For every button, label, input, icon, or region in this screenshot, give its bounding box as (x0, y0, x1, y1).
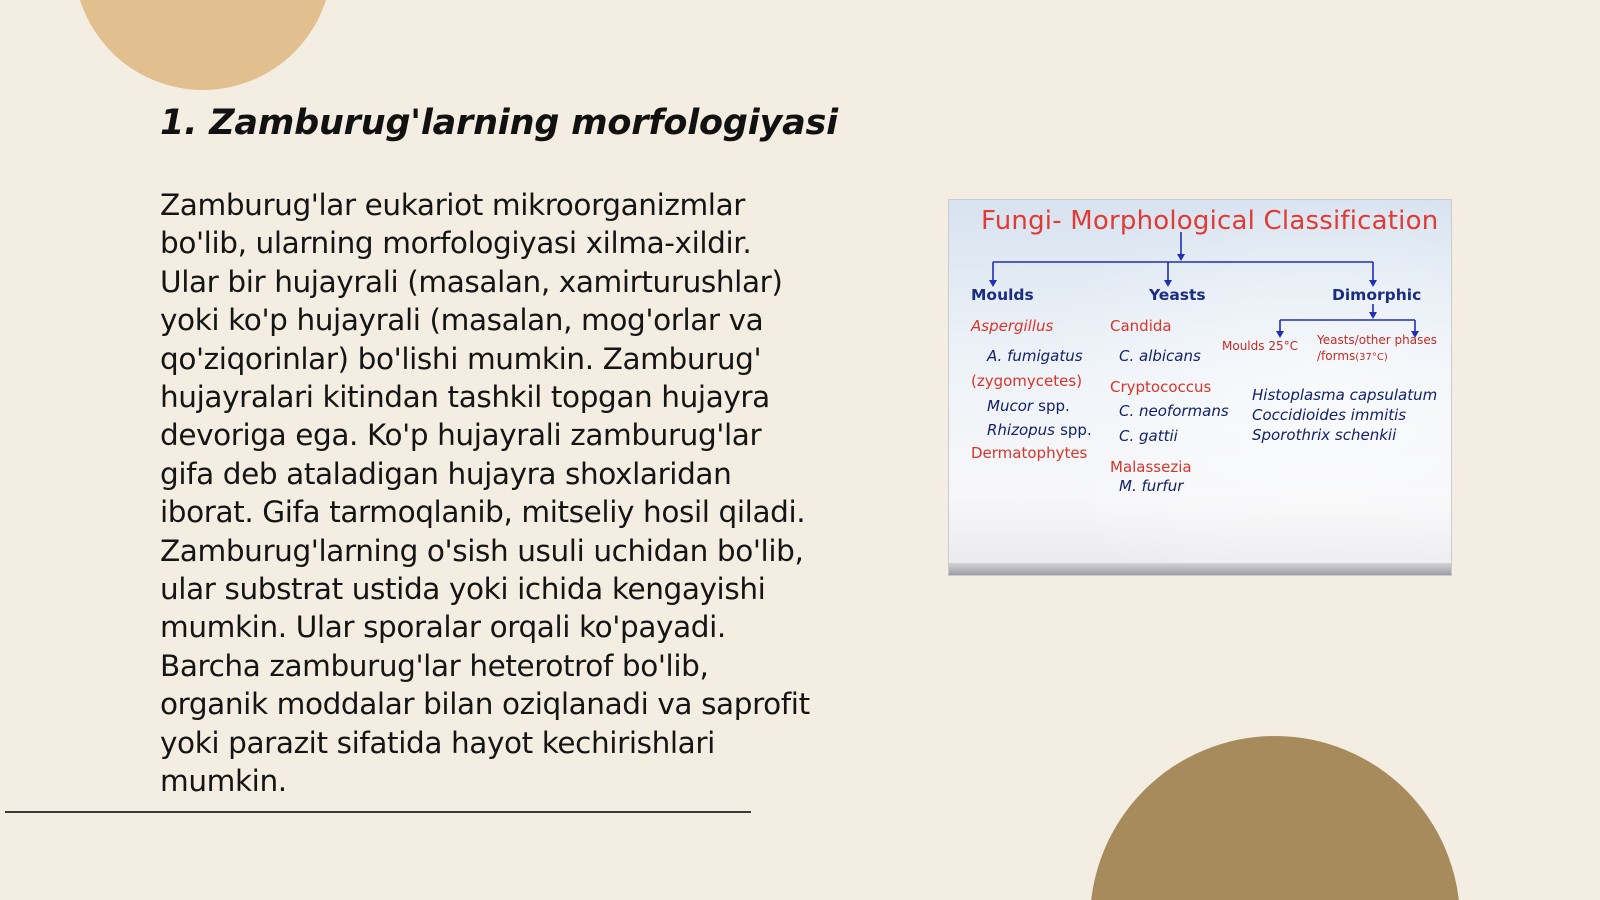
body-line: mumkin. (160, 764, 287, 799)
yeasts-genus-cryptococcus: Cryptococcus (1110, 378, 1212, 396)
body-line: ular substrat ustida yoki ichida kengayishi (160, 572, 766, 607)
yeasts-species-albicans: C. albicans (1119, 347, 1201, 365)
moulds-species-fumigatus: A. fumigatus (987, 347, 1083, 365)
moulds-genus-mucor: Mucor (987, 397, 1034, 415)
moulds-group-dermatophytes: Dermatophytes (971, 444, 1088, 462)
yeasts-heading: Yeasts (1149, 286, 1206, 304)
moulds-mucor-suffix: spp. (1038, 397, 1070, 415)
yeasts-species-furfur: M. furfur (1119, 477, 1184, 495)
body-line: organik moddalar bilan oziqlanadi va saprofit (160, 687, 810, 722)
moulds-mucor (987, 396, 1070, 415)
body-line: Ular bir hujayrali (masalan, xamirturushlar) (160, 264, 783, 299)
figure-title: Fungi- Morphological Classification (981, 206, 1439, 236)
body-line: Barcha zamburug'lar heterotrof bo'lib, (160, 648, 709, 683)
moulds-genus-rhizopus: Rhizopus (987, 421, 1055, 439)
dimorphic-species-histoplasma: Histoplasma capsulatum (1252, 386, 1438, 404)
body-line: gifa deb ataladigan hujayra shoxlaridan (160, 456, 732, 491)
dimorphic-heading: Dimorphic (1332, 286, 1422, 304)
body-paragraph (160, 186, 850, 801)
divider-line (5, 811, 751, 813)
dimorphic-forms (1317, 345, 1388, 364)
body-line: iborat. Gifa tarmoqlanib, mitseliy hosil qiladi. (160, 495, 806, 530)
yeasts-genus-malassezia: Malassezia (1110, 458, 1192, 476)
dimorphic-yeasts-phases: Yeasts/other phases (1317, 333, 1437, 347)
moulds-genus-aspergillus: Aspergillus (971, 317, 1054, 335)
body-line: Zamburug'lar eukariot mikroorganizmlar (160, 188, 746, 222)
decorative-circle-top (74, 0, 332, 90)
dimorphic-species-sporothrix: Sporothrix schenkii (1252, 426, 1397, 444)
body-line: hujayralari kitindan tashkil topgan hujayra (160, 380, 770, 415)
classification-figure (949, 200, 1451, 575)
body-line: yoki ko'p hujayrali (masalan, mog'orlar va (160, 303, 764, 338)
moulds-rhizopus (987, 420, 1092, 439)
body-line: qo'ziqorinlar) bo'lishi mumkin. Zamburug' (160, 341, 762, 376)
dimorphic-moulds-25c: Moulds 25°C (1222, 339, 1298, 353)
body-line: devoriga ega. Ko'p hujayrali zamburug'lar (160, 418, 762, 453)
yeasts-species-gattii: C. gattii (1119, 427, 1178, 445)
body-line: bo'lib, ularning morfologiyasi xilma-xildir. (160, 226, 752, 261)
slide-title: 1. Zamburug'larning morfologiyasi (160, 103, 838, 143)
decorative-circle-bottom (1090, 736, 1460, 900)
dimorphic-forms-label: /forms (1317, 349, 1356, 363)
moulds-rhizopus-suffix: spp. (1060, 421, 1092, 439)
dimorphic-forms-temp: (37°C) (1355, 352, 1388, 363)
figure-bottom-bar (949, 563, 1451, 575)
yeasts-species-neoformans: C. neoformans (1119, 402, 1229, 420)
body-line: Zamburug'larning o'sish usuli uchidan bo'lib, (160, 533, 804, 568)
dimorphic-species-coccidioides: Coccidioides immitis (1252, 406, 1407, 424)
moulds-heading: Moulds (971, 286, 1034, 304)
body-line: mumkin. Ular sporalar orqali ko'payadi. (160, 610, 726, 645)
yeasts-genus-candida: Candida (1110, 317, 1172, 335)
body-line: yoki parazit sifatida hayot kechirishlari (160, 725, 715, 760)
moulds-group-zygomycetes: (zygomycetes) (971, 372, 1083, 390)
